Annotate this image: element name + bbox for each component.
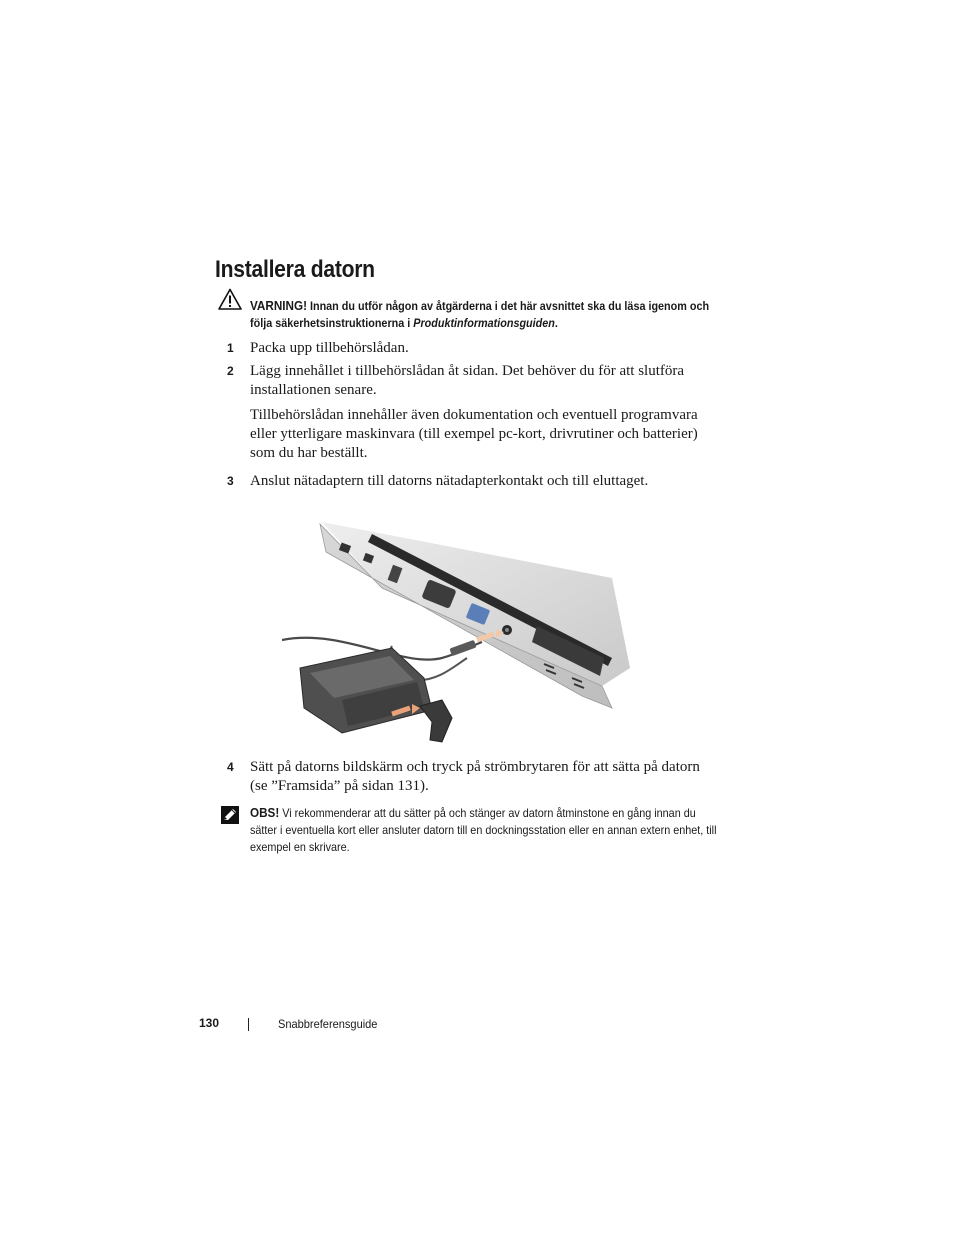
step-number: 1 xyxy=(227,341,234,355)
note-pencil-icon xyxy=(220,805,240,825)
step-text: Packa upp tillbehörslådan. xyxy=(250,340,409,356)
note-callout xyxy=(250,804,720,856)
step-number: 3 xyxy=(227,474,234,488)
page-number: 130 xyxy=(199,1016,220,1030)
warning-callout xyxy=(250,297,718,332)
step-text: Sätt på datorns bildskärm och tryck på strömbrytaren för att sätta på datorn (se ”Framsida” på sidan 131). xyxy=(250,759,700,794)
warning-triangle-icon xyxy=(218,288,242,310)
step-text: Anslut nätadaptern till datorns nätadapterkontakt och till eluttaget. xyxy=(250,473,649,489)
warning-body: Innan du utför någon av åtgärderna i det här avsnittet ska du läsa igenom och följa säkerhetsinstruktionerna i xyxy=(250,299,710,330)
warning-label: VARNING! xyxy=(250,298,307,313)
note-label: OBS! xyxy=(250,805,280,820)
step-number: 4 xyxy=(227,760,234,774)
step-number: 2 xyxy=(227,364,234,378)
page-title: Installera datorn xyxy=(215,256,375,283)
footer-divider xyxy=(248,1018,249,1031)
step-text: Lägg innehållet i tillbehörslådan åt sidan. Det behöver du för att slutföra installationen senare. xyxy=(250,363,685,398)
warning-end: . xyxy=(554,316,558,330)
step-continuation-text: Tillbehörslådan innehåller även dokumentation och eventuell programvara eller ytterligare maskinvara (till exempel pc-kort, drivrutiner och batterier) som du har beställt. xyxy=(250,407,698,461)
footer-doc-title: Snabbreferensguide xyxy=(278,1017,378,1031)
warning-doc-title: Produktinformationsguiden xyxy=(413,316,555,330)
ac-adapter-connection-illustration xyxy=(282,518,632,748)
note-body: Vi rekommenderar att du sätter på och stänger av datorn åtminstone en gång innan du sätter i eventuella kort eller ansluter datorn till en dockningsstation eller en annan extern enhet, till exempel en skrivare. xyxy=(250,806,717,854)
